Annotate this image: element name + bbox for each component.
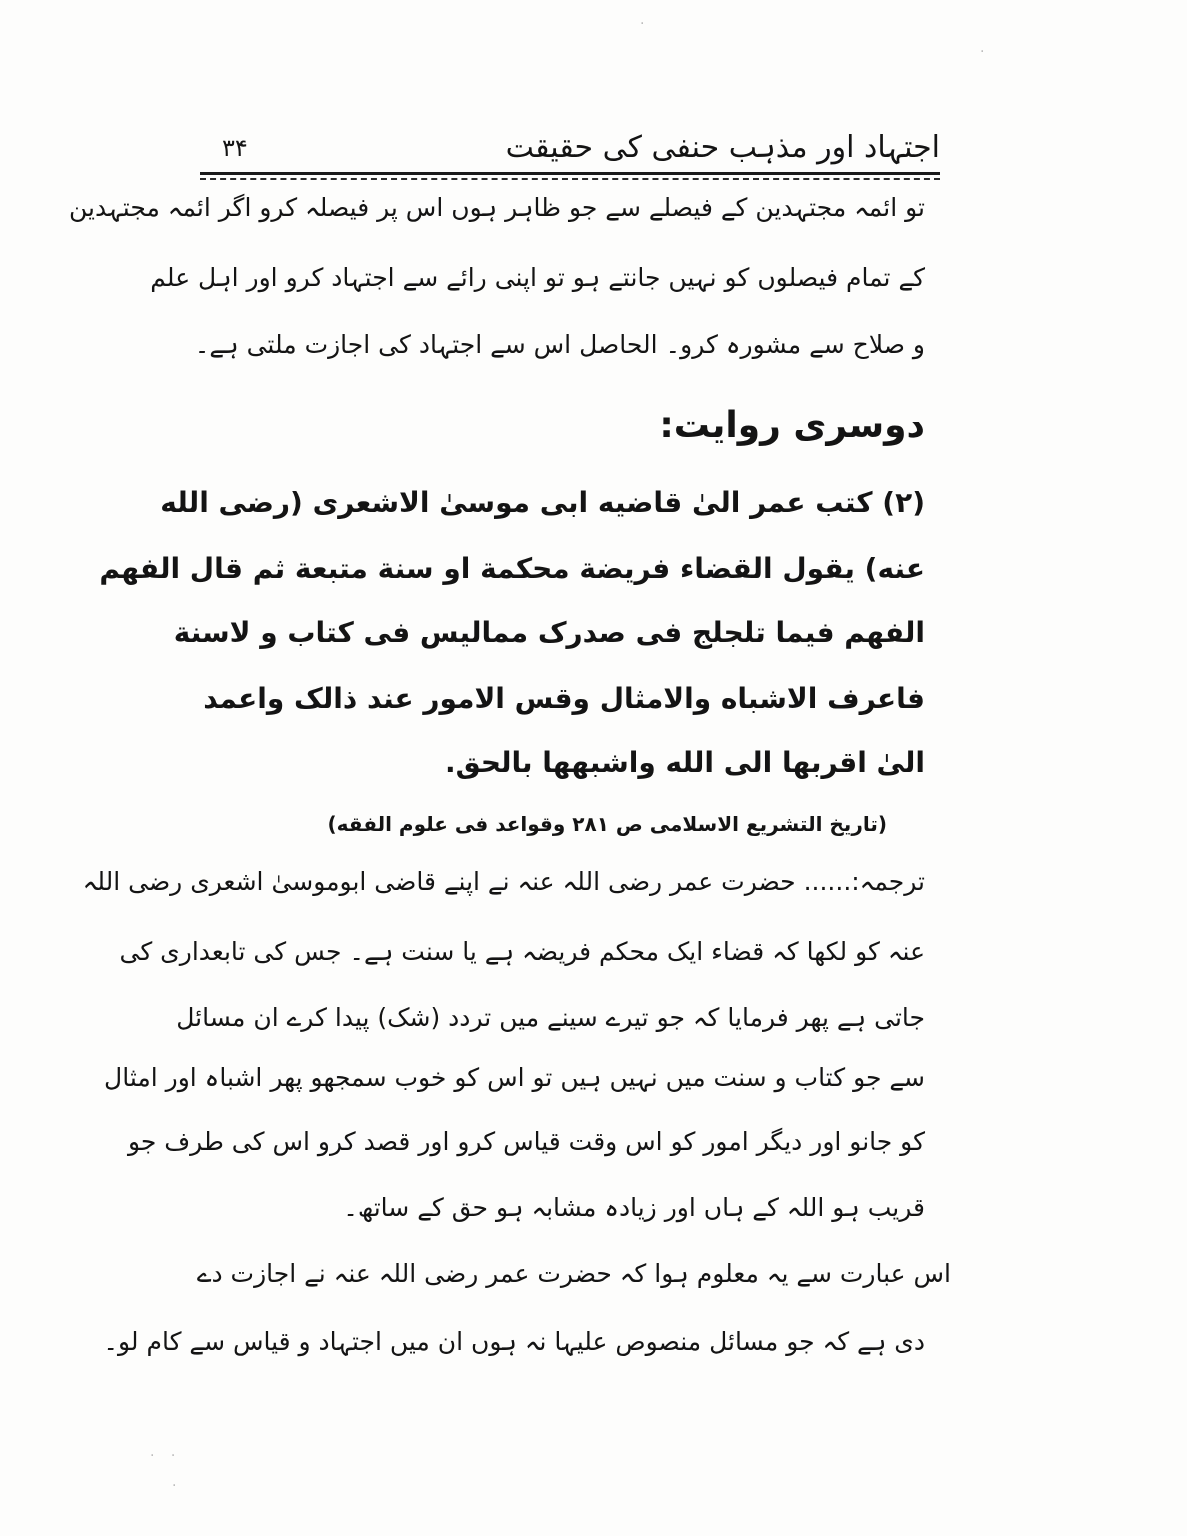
scan-speck: · — [980, 44, 991, 60]
translation-line: قریب ہو اللہ کے ہاں اور زیادہ مشابہ ہو حق کے ساتھ۔ — [343, 1193, 925, 1222]
translation-line: سے جو کتاب و سنت میں نہیں ہیں تو اس کو خوب سمجھو پھر اشباہ اور امثال — [104, 1063, 925, 1092]
arabic-line: عنه) یقول القضاء فریضة محکمة او سنة متبعة ثم قال الفهم — [99, 552, 925, 585]
running-title: اجتہاد اور مذہب حنفی کی حقیقت — [505, 130, 940, 165]
scan-speck: · · — [150, 1448, 182, 1464]
conclusion-line: اس عبارت سے یہ معلوم ہوا کہ حضرت عمر رضی اللہ عنہ نے اجازت دے — [196, 1259, 951, 1288]
scan-speck: · — [172, 1478, 183, 1494]
intro-line: تو ائمہ مجتہدین کے فیصلے سے جو ظاہر ہوں اس پر فیصلہ کرو اگر ائمہ مجتہدین — [69, 193, 925, 222]
arabic-line: فاعرف الاشباه والامثال وقس الامور عند ذالک واعمد — [203, 682, 925, 715]
section-heading: دوسری روایت: — [659, 405, 925, 446]
arabic-line: الیٰ اقربها الی الله واشبهها بالحق. — [444, 746, 925, 779]
citation: (تاریخ التشریع الاسلامی ص ۲۸۱ وقواعد فی علوم الفقه) — [327, 812, 887, 836]
arabic-line: الفهم فیما تلجلج فی صدرک ممالیس فی کتاب و لاسنة — [173, 616, 925, 649]
header-rule-dashed — [200, 178, 940, 180]
translation-line: جاتی ہے پھر فرمایا کہ جو تیرے سینے میں تردد (شک) پیدا کرے ان مسائل — [176, 1003, 925, 1032]
translation-line: کو جانو اور دیگر امور کو اس وقت قیاس کرو اور قصد کرو اس کی طرف جو — [127, 1127, 925, 1156]
conclusion-line: دی ہے کہ جو مسائل منصوص علیہا نہ ہوں ان میں اجتہاد و قیاس سے کام لو۔ — [103, 1327, 925, 1356]
arabic-line: (۲) کتب عمر الیٰ قاضیه ابی موسیٰ الاشعری (رضی الله — [160, 486, 925, 519]
translation-line: ترجمہ:...... حضرت عمر رضی اللہ عنہ نے اپنے قاضی ابوموسیٰ اشعری رضی اللہ — [82, 867, 925, 896]
intro-line: و صلاح سے مشورہ کرو۔ الحاصل اس سے اجتہاد کی اجازت ملتی ہے۔ — [194, 330, 925, 359]
scan-speck: · — [640, 16, 651, 32]
page-number: ۳۴ — [222, 134, 248, 162]
translation-line: عنہ کو لکھا کہ قضاء ایک محکم فریضہ ہے یا سنت ہے۔ جس کی تابعداری کی — [119, 937, 925, 966]
intro-line: کے تمام فیصلوں کو نہیں جانتے ہو تو اپنی رائے سے اجتہاد کرو اور اہل علم — [150, 263, 925, 292]
page-header — [200, 128, 940, 176]
header-rule — [200, 172, 940, 175]
